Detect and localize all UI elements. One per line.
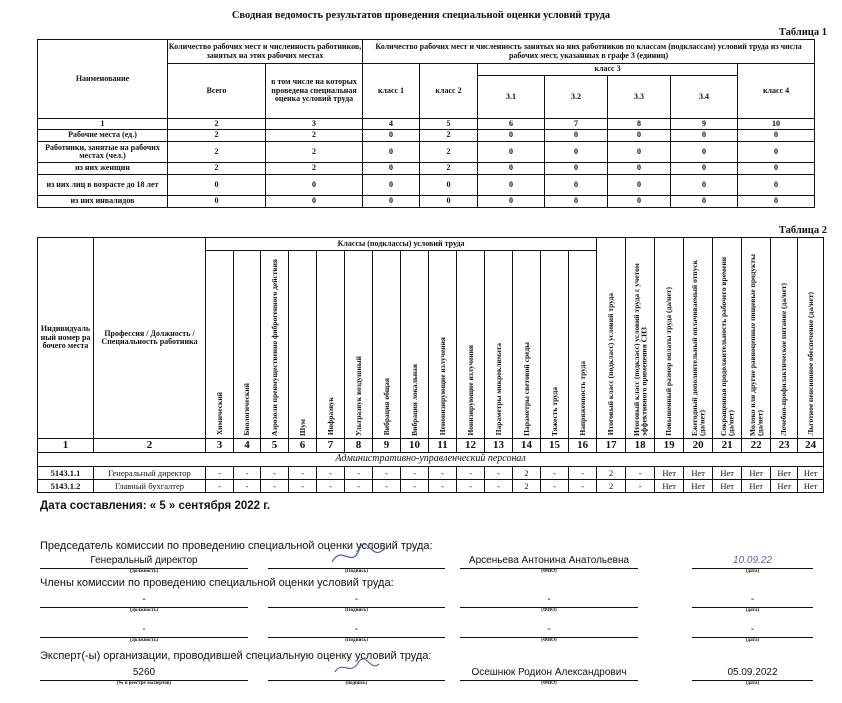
member1-name-block bbox=[460, 593, 638, 613]
t2-profession: Главный бухгалтер bbox=[94, 480, 206, 493]
caption-sign: (Подпись) bbox=[345, 569, 368, 574]
t2-factor-header: Ультразвук воздушный bbox=[345, 251, 373, 439]
caption-reg: (№ в реестре экспертов) bbox=[116, 681, 172, 686]
t1-cell: 0 bbox=[363, 163, 420, 175]
caption-fio: (ФИО) bbox=[541, 638, 557, 643]
member1-position-block bbox=[40, 593, 248, 613]
t2-header-extra-24: Льготное пенсионное обеспечение (да/нет) bbox=[798, 238, 824, 439]
t2-cell: - bbox=[457, 467, 485, 480]
caption-date: (дата) bbox=[745, 569, 760, 574]
chair-name-block bbox=[460, 554, 638, 574]
t2-cell: Нет bbox=[684, 480, 713, 493]
t2-cell: Нет bbox=[655, 480, 684, 493]
t2-header-extra-21: Сокращенная продолжительность рабочего времени (да/нет) bbox=[713, 238, 742, 439]
document-title: Сводная ведомость результатов проведения специальной оценки условий труда bbox=[231, 10, 611, 21]
t2-cell: - bbox=[206, 467, 234, 480]
t2-colnum: 3 bbox=[206, 439, 234, 453]
t2-cell: - bbox=[234, 480, 261, 493]
caption-position: (Должность) bbox=[129, 638, 159, 643]
t1-row-label: из них женщин bbox=[38, 163, 168, 175]
member2-sign-block bbox=[268, 623, 445, 643]
t2-colnum: 9 bbox=[373, 439, 401, 453]
t1-cell: 0 bbox=[363, 196, 420, 208]
t1-cell: 0 bbox=[266, 175, 363, 196]
t1-row-label: из них инвалидов bbox=[38, 196, 168, 208]
t1-cell: 2 bbox=[168, 130, 266, 142]
t1-cell: 0 bbox=[168, 196, 266, 208]
t2-cell: Нет bbox=[713, 467, 742, 480]
t2-factor-header: Биологический bbox=[234, 251, 261, 439]
chair-position-block bbox=[40, 554, 248, 574]
t2-cell: Нет bbox=[771, 467, 798, 480]
expert-name: Осешнюк Родион Александрович bbox=[460, 666, 638, 681]
t1-header-3-3: 3.3 bbox=[608, 76, 671, 119]
t1-header-incl: в том числе на которых проведена специальная оценка условий труда bbox=[266, 64, 363, 119]
members-heading: Члены комиссии по проведению специальной оценки условий труда: bbox=[40, 577, 394, 589]
t1-colnum: 2 bbox=[168, 119, 266, 130]
t1-colnum: 10 bbox=[738, 119, 815, 130]
t2-cell: Нет bbox=[798, 480, 824, 493]
caption-position: (Должность) bbox=[129, 569, 159, 574]
t2-colnum: 8 bbox=[345, 439, 373, 453]
t1-cell: 0 bbox=[545, 130, 608, 142]
t2-cell: - bbox=[317, 467, 345, 480]
t2-colnum: 4 bbox=[234, 439, 261, 453]
t2-workplace-id: 5143.1.1 bbox=[38, 467, 94, 480]
chair-date: 10.09.22 bbox=[692, 554, 813, 569]
chair-signature-line bbox=[268, 554, 445, 569]
t1-cell: 0 bbox=[545, 163, 608, 175]
t1-cell: 0 bbox=[671, 196, 738, 208]
t1-header-3-4: 3.4 bbox=[671, 76, 738, 119]
caption-date: (дата) bbox=[745, 681, 760, 686]
caption-fio: (ФИО) bbox=[541, 681, 557, 686]
t2-cell: - bbox=[373, 467, 401, 480]
t2-factor-header: Параметры световой среды bbox=[513, 251, 541, 439]
t2-cell: Нет bbox=[771, 480, 798, 493]
t2-colnum: 14 bbox=[513, 439, 541, 453]
member1-date: - bbox=[692, 593, 813, 608]
expert-date-block bbox=[692, 666, 813, 686]
chair-date-block bbox=[692, 554, 813, 574]
t2-colnum: 5 bbox=[261, 439, 289, 453]
t1-cell: 0 bbox=[363, 130, 420, 142]
t1-cell: 2 bbox=[266, 163, 363, 175]
t2-factor-header: Инфразвук bbox=[317, 251, 345, 439]
t2-cell: 2 bbox=[597, 480, 626, 493]
summary-table bbox=[37, 39, 815, 208]
t2-factor-header: Ионизирующие излучения bbox=[457, 251, 485, 439]
member1-name: - bbox=[460, 593, 638, 608]
t2-colnum: 22 bbox=[742, 439, 771, 453]
t2-colnum: 1 bbox=[38, 439, 94, 453]
t2-cell: - bbox=[345, 480, 373, 493]
t1-row bbox=[38, 196, 815, 208]
t2-workplace-id: 5143.1.2 bbox=[38, 480, 94, 493]
t1-header-3-2: 3.2 bbox=[545, 76, 608, 119]
t2-header-extra-17: Итоговый класс (подкласс) условий труда bbox=[597, 238, 626, 439]
t1-cell: 2 bbox=[420, 142, 478, 163]
member2-date: - bbox=[692, 623, 813, 638]
t2-profession: Генеральный директор bbox=[94, 467, 206, 480]
t1-cell: 2 bbox=[420, 130, 478, 142]
t2-factor-header: Аэрозоли преимущественно фиброгенного действия bbox=[261, 251, 289, 439]
t1-cell: 0 bbox=[478, 142, 545, 163]
t1-header-class3: класс 3 bbox=[478, 64, 738, 76]
t2-cell: 2 bbox=[513, 467, 541, 480]
t1-cell: 0 bbox=[671, 175, 738, 196]
member2-name-block bbox=[460, 623, 638, 643]
t1-cell: 0 bbox=[671, 163, 738, 175]
caption-date: (дата) bbox=[745, 638, 760, 643]
t2-colnum: 24 bbox=[798, 439, 824, 453]
member1-date-block bbox=[692, 593, 813, 613]
t1-header-total: Всего bbox=[168, 64, 266, 119]
expert-reg-number: 5260 bbox=[40, 666, 248, 681]
t1-colnum: 9 bbox=[671, 119, 738, 130]
t1-cell: 0 bbox=[420, 175, 478, 196]
t2-cell: - bbox=[541, 467, 569, 480]
t2-colnum: 11 bbox=[429, 439, 457, 453]
t2-cell: - bbox=[261, 480, 289, 493]
t2-section-label: Административно-управленческий персонал bbox=[38, 453, 824, 467]
t1-cell: 0 bbox=[545, 142, 608, 163]
t2-cell: - bbox=[345, 467, 373, 480]
t1-cell: 0 bbox=[168, 175, 266, 196]
t2-colnum: 13 bbox=[485, 439, 513, 453]
t1-header-class1: класс 1 bbox=[363, 64, 420, 119]
t1-header-count: Количество рабочих мест и численность работников, занятых на этих рабочих местах bbox=[168, 40, 363, 64]
t1-cell: 0 bbox=[608, 175, 671, 196]
t1-row bbox=[38, 163, 815, 175]
t2-colnum: 21 bbox=[713, 439, 742, 453]
t1-cell: 2 bbox=[168, 142, 266, 163]
t1-row-label: Рабочие места (ед.) bbox=[38, 130, 168, 142]
signature-icon bbox=[327, 544, 387, 568]
t1-cell: 0 bbox=[738, 142, 815, 163]
t1-row-label: из них лиц в возрасте до 18 лет bbox=[38, 175, 168, 196]
t2-cell: - bbox=[373, 480, 401, 493]
signature-icon bbox=[332, 658, 382, 678]
member1-position: - bbox=[40, 593, 248, 608]
t2-cell: - bbox=[289, 480, 317, 493]
t2-cell: - bbox=[429, 467, 457, 480]
t2-colnum: 18 bbox=[626, 439, 655, 453]
chair-heading: Председатель комиссии по проведению специальной оценки условий труда: bbox=[40, 540, 433, 552]
expert-name-block bbox=[460, 666, 638, 686]
t1-colnum: 5 bbox=[420, 119, 478, 130]
caption-sign2: (подпись) bbox=[345, 681, 368, 686]
t2-header-extra-20: Ежегодный дополнительный оплачиваемый отпуск (да/нет) bbox=[684, 238, 713, 439]
t2-row bbox=[38, 480, 824, 493]
t2-cell: - bbox=[569, 480, 597, 493]
t2-row bbox=[38, 467, 824, 480]
expert-date: 05.09.2022 bbox=[692, 666, 813, 681]
t2-header-id: Индивидуальный номер рабочего места bbox=[38, 238, 94, 439]
t1-cell: 0 bbox=[608, 130, 671, 142]
t1-colnum-row bbox=[38, 119, 815, 130]
t1-header-classes: Количество рабочих мест и численность занятых на них работников по классам (подклассам) условий труда из числа рабочих мест, указанных в графе 3 (единиц) bbox=[363, 40, 815, 64]
t2-header-extra-19: Повышенный размер оплаты труда (да/нет) bbox=[655, 238, 684, 439]
t1-cell: 0 bbox=[545, 175, 608, 196]
t1-cell: 0 bbox=[608, 142, 671, 163]
t1-cell: 0 bbox=[738, 163, 815, 175]
member2-position-block bbox=[40, 623, 248, 643]
t1-cell: 0 bbox=[671, 130, 738, 142]
t1-row bbox=[38, 130, 815, 142]
t1-cell: 2 bbox=[420, 163, 478, 175]
t2-colnum: 20 bbox=[684, 439, 713, 453]
t1-cell: 0 bbox=[671, 142, 738, 163]
t2-header-extra-18: Итоговый класс (подкласс) условий труда с учетом эффективного применения СИЗ bbox=[626, 238, 655, 439]
t2-colnum: 16 bbox=[569, 439, 597, 453]
t2-cell: - bbox=[401, 480, 429, 493]
member2-name: - bbox=[460, 623, 638, 638]
workplace-table bbox=[37, 237, 824, 493]
table2-caption: Таблица 2 bbox=[778, 225, 827, 236]
t2-colnum: 7 bbox=[317, 439, 345, 453]
t2-factor-header: Параметры микроклимата bbox=[485, 251, 513, 439]
t2-cell: - bbox=[626, 480, 655, 493]
t1-cell: 0 bbox=[608, 163, 671, 175]
t1-cell: 2 bbox=[266, 142, 363, 163]
t1-cell: 2 bbox=[266, 130, 363, 142]
member2-position: - bbox=[40, 623, 248, 638]
caption-fio: (ФИО) bbox=[541, 608, 557, 613]
t2-header-profession: Профессия / Должность / Специальность работника bbox=[94, 238, 206, 439]
t1-cell: 0 bbox=[363, 175, 420, 196]
t2-cell: - bbox=[289, 467, 317, 480]
t1-cell: 0 bbox=[420, 196, 478, 208]
t1-row bbox=[38, 142, 815, 163]
t2-colnum: 12 bbox=[457, 439, 485, 453]
t2-cell: - bbox=[569, 467, 597, 480]
t2-factor-header: Тяжесть труда bbox=[541, 251, 569, 439]
chair-position: Генеральный директор bbox=[40, 554, 248, 569]
t2-cell: - bbox=[401, 467, 429, 480]
caption-fio: (ФИО) bbox=[541, 569, 557, 574]
t2-cell: - bbox=[541, 480, 569, 493]
t1-header-3-1: 3.1 bbox=[478, 76, 545, 119]
t1-cell: 0 bbox=[266, 196, 363, 208]
t1-header-name: Наименование bbox=[38, 40, 168, 119]
chair-name: Арсеньева Антонина Анатольевна bbox=[460, 554, 638, 569]
t2-cell: 2 bbox=[513, 480, 541, 493]
t2-factor-header: Вибрация общая bbox=[373, 251, 401, 439]
t1-cell: 0 bbox=[363, 142, 420, 163]
t1-header-class4: класс 4 bbox=[738, 64, 815, 119]
t1-cell: 0 bbox=[738, 196, 815, 208]
t2-header-classes: Классы (подклассы) условий труда bbox=[206, 238, 597, 251]
t1-colnum: 6 bbox=[478, 119, 545, 130]
t2-cell: - bbox=[317, 480, 345, 493]
t2-colnum: 19 bbox=[655, 439, 684, 453]
t2-header-extra-23: Лечебно-профилактическое питание (да/нет) bbox=[771, 238, 798, 439]
t2-colnum: 2 bbox=[94, 439, 206, 453]
member1-sign: - bbox=[268, 593, 445, 608]
expert-reg-block bbox=[40, 666, 248, 686]
member2-sign: - bbox=[268, 623, 445, 638]
t2-factor-header: Вибрация локальная bbox=[401, 251, 429, 439]
t2-cell: - bbox=[626, 467, 655, 480]
t2-cell: Нет bbox=[655, 467, 684, 480]
t2-factor-header: Шум bbox=[289, 251, 317, 439]
t2-colnum: 17 bbox=[597, 439, 626, 453]
t2-cell: 2 bbox=[597, 467, 626, 480]
t1-colnum: 7 bbox=[545, 119, 608, 130]
t2-cell: - bbox=[485, 467, 513, 480]
t1-cell: 0 bbox=[478, 130, 545, 142]
t1-colnum: 4 bbox=[363, 119, 420, 130]
t2-cell: - bbox=[234, 467, 261, 480]
t1-cell: 0 bbox=[478, 196, 545, 208]
expert-sign-block bbox=[268, 666, 445, 686]
t1-row-label: Работники, занятые на рабочих местах (чел.) bbox=[38, 142, 168, 163]
t1-colnum: 1 bbox=[38, 119, 168, 130]
t2-cell: - bbox=[457, 480, 485, 493]
t1-row bbox=[38, 175, 815, 196]
t1-colnum: 3 bbox=[266, 119, 363, 130]
t1-cell: 0 bbox=[608, 196, 671, 208]
caption-date: (дата) bbox=[745, 608, 760, 613]
t1-header-class2: класс 2 bbox=[420, 64, 478, 119]
caption-position: (Должность) bbox=[129, 608, 159, 613]
t2-cell: - bbox=[261, 467, 289, 480]
expert-signature-line bbox=[268, 666, 445, 681]
t2-header-extra-22: Молоко или другие равноценные пищевые продукты (да/нет) bbox=[742, 238, 771, 439]
chair-sign-block bbox=[268, 554, 445, 574]
t2-colnum: 6 bbox=[289, 439, 317, 453]
t2-cell: - bbox=[429, 480, 457, 493]
t1-cell: 0 bbox=[478, 175, 545, 196]
t2-cell: Нет bbox=[798, 467, 824, 480]
t2-factor-header: Химический bbox=[206, 251, 234, 439]
t1-colnum: 8 bbox=[608, 119, 671, 130]
t2-cell: Нет bbox=[684, 467, 713, 480]
t1-cell: 2 bbox=[168, 163, 266, 175]
t1-cell: 0 bbox=[545, 196, 608, 208]
member2-date-block bbox=[692, 623, 813, 643]
t2-cell: - bbox=[485, 480, 513, 493]
t2-colnum: 15 bbox=[541, 439, 569, 453]
t2-factor-header: Неионизирующие излучения bbox=[429, 251, 457, 439]
t2-factor-header: Напряженность труда bbox=[569, 251, 597, 439]
compilation-date: Дата составления: « 5 » сентября 2022 г. bbox=[40, 500, 271, 512]
expert-heading: Эксперт(-ы) организации, проводившей специальную оценку условий труда: bbox=[40, 650, 432, 662]
t1-cell: 0 bbox=[738, 175, 815, 196]
member1-sign-block bbox=[268, 593, 445, 613]
t2-colnum: 23 bbox=[771, 439, 798, 453]
t2-cell: Нет bbox=[742, 480, 771, 493]
t2-cell: Нет bbox=[713, 480, 742, 493]
caption-sign: (Подпись) bbox=[345, 638, 368, 643]
caption-sign: (Подпись) bbox=[345, 608, 368, 613]
table1-caption: Таблица 1 bbox=[778, 27, 827, 38]
t1-cell: 0 bbox=[478, 163, 545, 175]
t2-cell: Нет bbox=[742, 467, 771, 480]
t1-cell: 0 bbox=[738, 130, 815, 142]
t2-cell: - bbox=[206, 480, 234, 493]
t2-colnum: 10 bbox=[401, 439, 429, 453]
